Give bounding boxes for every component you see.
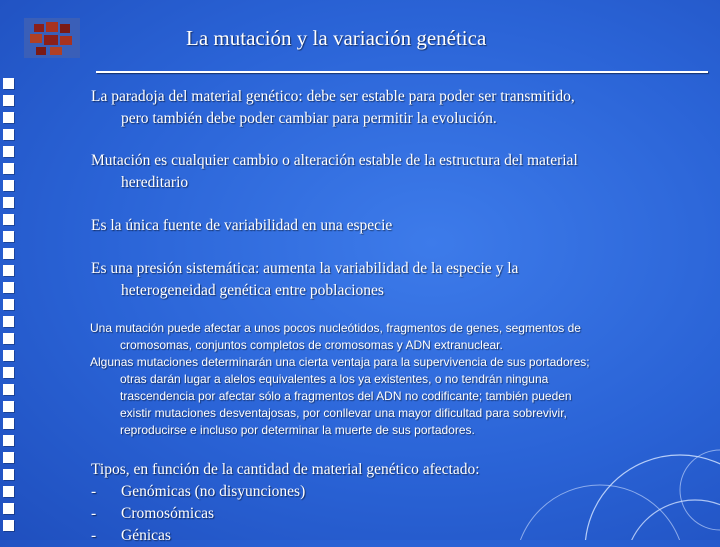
square-bullet (3, 316, 14, 327)
detail-line: Algunas mutaciones determinarán una cierta ventaja para la supervivencia de sus portadores; (90, 355, 590, 369)
square-bullet (3, 163, 14, 174)
square-bullet (3, 197, 14, 208)
square-bullet (3, 112, 14, 123)
paragraph-systematic-pressure (91, 258, 711, 302)
square-bullet (3, 350, 14, 361)
square-bullet-strip (3, 78, 19, 537)
list-item: - Génicas (91, 527, 171, 544)
square-bullet (3, 486, 14, 497)
detail-line: otras darán lugar a alelos equivalentes a los ya existentes, o no tendrán ninguna (120, 372, 549, 386)
paragraph-paradox (91, 86, 711, 130)
square-bullet (3, 469, 14, 480)
list-item: - Cromosómicas (91, 505, 214, 522)
square-bullet (3, 384, 14, 395)
detail-line: reproducirse e incluso por determinar la muerte de sus portadores. (120, 423, 475, 437)
square-bullet (3, 299, 14, 310)
square-bullet (3, 282, 14, 293)
square-bullet (3, 333, 14, 344)
detail-line: cromosomas, conjuntos completos de cromosomas y ADN extranuclear. (120, 338, 503, 352)
square-bullet (3, 146, 14, 157)
square-bullet (3, 452, 14, 463)
paragraph-definition (91, 150, 711, 194)
paragraph-line: hereditario (121, 174, 189, 191)
paragraph-unique-source (91, 215, 711, 237)
square-bullet (3, 129, 14, 140)
detail-line: trascendencia por afectar sólo a fragmentos del ADN no codificante; también pueden (120, 389, 572, 403)
square-bullet (3, 503, 14, 514)
paragraph-line: La paradoja del material genético: debe ser estable para poder ser transmitido, (91, 88, 575, 105)
detail-line: Una mutación puede afectar a unos pocos nucleótidos, fragmentos de genes, segmentos de (90, 321, 581, 335)
square-bullet (3, 435, 14, 446)
square-bullet (3, 78, 14, 89)
types-section (91, 459, 711, 547)
slide-title: La mutación y la variación genética (186, 26, 487, 50)
paragraph-line: Mutación es cualquier cambio o alteración estable de la estructura del material (91, 152, 578, 169)
square-bullet (3, 520, 14, 531)
paragraph-line: pero también debe poder cambiar para permitir la evolución. (121, 110, 497, 127)
detail-line: existir mutaciones desventajosas, por conllevar una mayor dificultad para sobrevivir, (120, 406, 567, 420)
square-bullet (3, 248, 14, 259)
square-bullet (3, 418, 14, 429)
square-bullet (3, 265, 14, 276)
title-divider (96, 71, 708, 73)
square-bullet (3, 180, 14, 191)
square-bullet (3, 231, 14, 242)
square-bullet (3, 95, 14, 106)
paragraph-line: heterogeneidad genética entre poblaciones (121, 282, 384, 299)
paragraph-line: Es la única fuente de variabilidad en una especie (91, 217, 393, 234)
university-logo-icon (24, 18, 80, 58)
square-bullet (3, 214, 14, 225)
square-bullet (3, 367, 14, 378)
paragraph-line: Es una presión sistemática: aumenta la variabilidad de la especie y la (91, 260, 519, 277)
square-bullet (3, 401, 14, 412)
left-decoration-strip (0, 0, 86, 540)
types-heading: Tipos, en función de la cantidad de material genético afectado: (91, 461, 480, 478)
list-item: - Genómicas (no disyunciones) (91, 483, 306, 500)
